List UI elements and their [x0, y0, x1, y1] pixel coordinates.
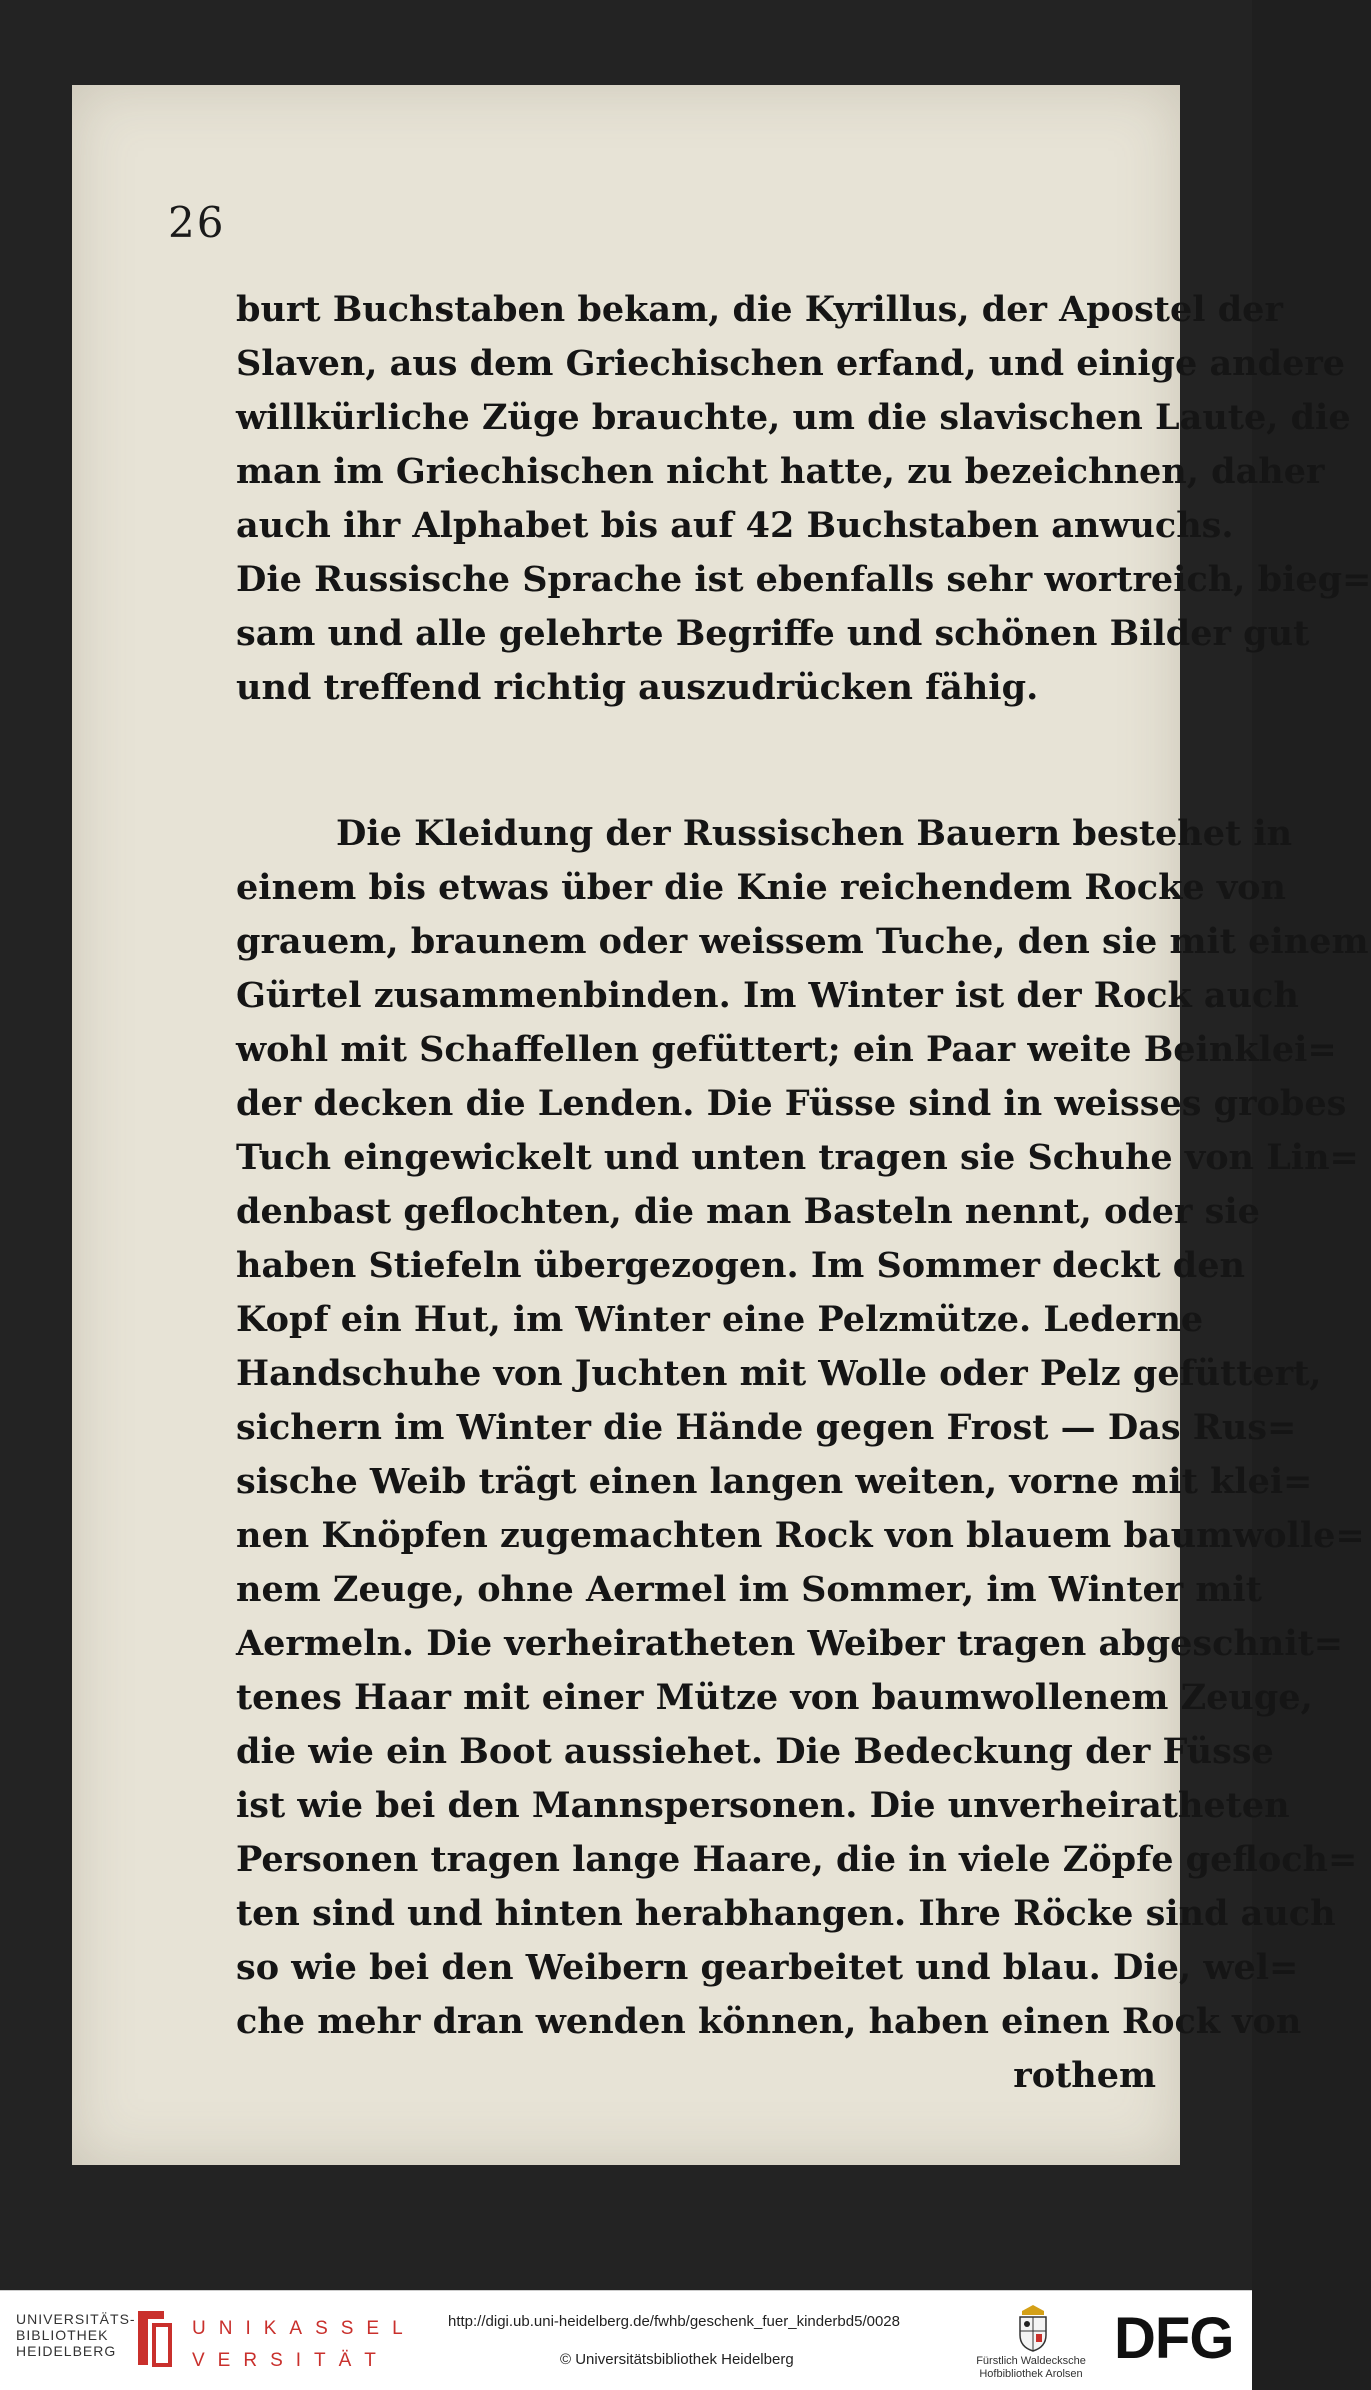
text-line: der decken die Lenden. Die Füsse sind in weisses grobes	[236, 1083, 1347, 1124]
paragraph-1	[236, 283, 1371, 715]
footer-bar	[0, 2290, 1252, 2390]
text-line: sische Weib trägt einen langen weiten, vorne mit klei=	[236, 1461, 1313, 1502]
hofbibliothek-label: Fürstlich Waldecksche Hofbibliothek Arolsen	[976, 2355, 1086, 2380]
text-line: einem bis etwas über die Knie reichendem Rocke von	[236, 867, 1286, 908]
text-line: Die Kleidung der Russischen Bauern bestehet in	[336, 813, 1293, 854]
ub-heidelberg-mark-icon	[134, 2307, 174, 2369]
page-text	[236, 283, 1371, 2103]
text-line: ist wie bei den Mannspersonen. Die unverheiratheten	[236, 1785, 1290, 1826]
dfg-logo[interactable]: DFG	[1114, 2306, 1234, 2371]
text-line: Die Russische Sprache ist ebenfalls sehr wortreich, bieg=	[236, 559, 1371, 600]
paragraph-2	[236, 807, 1369, 2049]
text-line: Handschuhe von Juchten mit Wolle oder Pelz gefüttert,	[236, 1353, 1322, 1394]
uni-kassel-logo[interactable]: UNIKASSEL VERSITÄT	[192, 2318, 416, 2371]
text-line: die wie ein Boot aussiehet. Die Bedeckung der Füsse	[236, 1731, 1274, 1772]
waldeck-crest-icon	[1016, 2303, 1050, 2353]
text-line: nen Knöpfen zugemachten Rock von blauem baumwolle=	[236, 1515, 1365, 1556]
text-line: Kopf ein Hut, im Winter eine Pelzmütze. Lederne	[236, 1299, 1204, 1340]
text-line: auch ihr Alphabet bis auf 42 Buchstaben anwuchs.	[236, 505, 1234, 546]
text-line: tenes Haar mit einer Mütze von baumwollenem Zeuge,	[236, 1677, 1313, 1718]
text-line: sam und alle gelehrte Begriffe und schönen Bilder gut	[236, 613, 1310, 654]
ub-heidelberg-logo[interactable]: UNIVERSITÄTS- BIBLIOTHEK HEIDELBERG	[16, 2311, 136, 2359]
text-line: Slaven, aus dem Griechischen erfand, und einige andere	[236, 343, 1346, 384]
text-line: grauem, braunem oder weissem Tuche, den sie mit einem	[236, 921, 1369, 962]
page-number: 26	[168, 198, 226, 247]
permalink-url[interactable]: http://digi.ub.uni-heidelberg.de/fwhb/geschenk_fuer_kinderbd5/0028	[448, 2313, 900, 2330]
text-line: denbast geflochten, die man Basteln nennt, oder sie	[236, 1191, 1260, 1232]
text-line: und treffend richtig auszudrücken fähig.	[236, 667, 1039, 708]
text-line: sichern im Winter die Hände gegen Frost — Das Rus=	[236, 1407, 1297, 1448]
text-line: haben Stiefeln übergezogen. Im Sommer deckt den	[236, 1245, 1245, 1286]
copyright-notice: © Universitätsbibliothek Heidelberg	[560, 2351, 794, 2368]
text-line: wohl mit Schaffellen gefüttert; ein Paar weite Beinklei=	[236, 1029, 1337, 1070]
text-line: man im Griechischen nicht hatte, zu bezeichnen, daher	[236, 451, 1325, 492]
text-line: so wie bei den Weibern gearbeitet und blau. Die, wel=	[236, 1947, 1299, 1988]
text-line: Personen tragen lange Haare, die in viele Zöpfe gefloch=	[236, 1839, 1358, 1880]
text-line: Aermeln. Die verheiratheten Weiber tragen abgeschnit=	[236, 1623, 1344, 1664]
text-line: willkürliche Züge brauchte, um die slavischen Laute, die	[236, 397, 1351, 438]
text-line: ten sind und hinten herabhangen. Ihre Röcke sind auch	[236, 1893, 1336, 1934]
text-line: che mehr dran wenden können, haben einen Rock von	[236, 2001, 1302, 2042]
text-line: Tuch eingewickelt und unten tragen sie Schuhe von Lin=	[236, 1137, 1359, 1178]
text-line: burt Buchstaben bekam, die Kyrillus, der Apostel der	[236, 289, 1283, 330]
text-line: Gürtel zusammenbinden. Im Winter ist der Rock auch	[236, 975, 1299, 1016]
text-line: nem Zeuge, ohne Aermel im Sommer, im Winter mit	[236, 1569, 1262, 1610]
paragraph-gap	[236, 715, 1156, 807]
catchword: rothem	[1013, 2055, 1156, 2096]
